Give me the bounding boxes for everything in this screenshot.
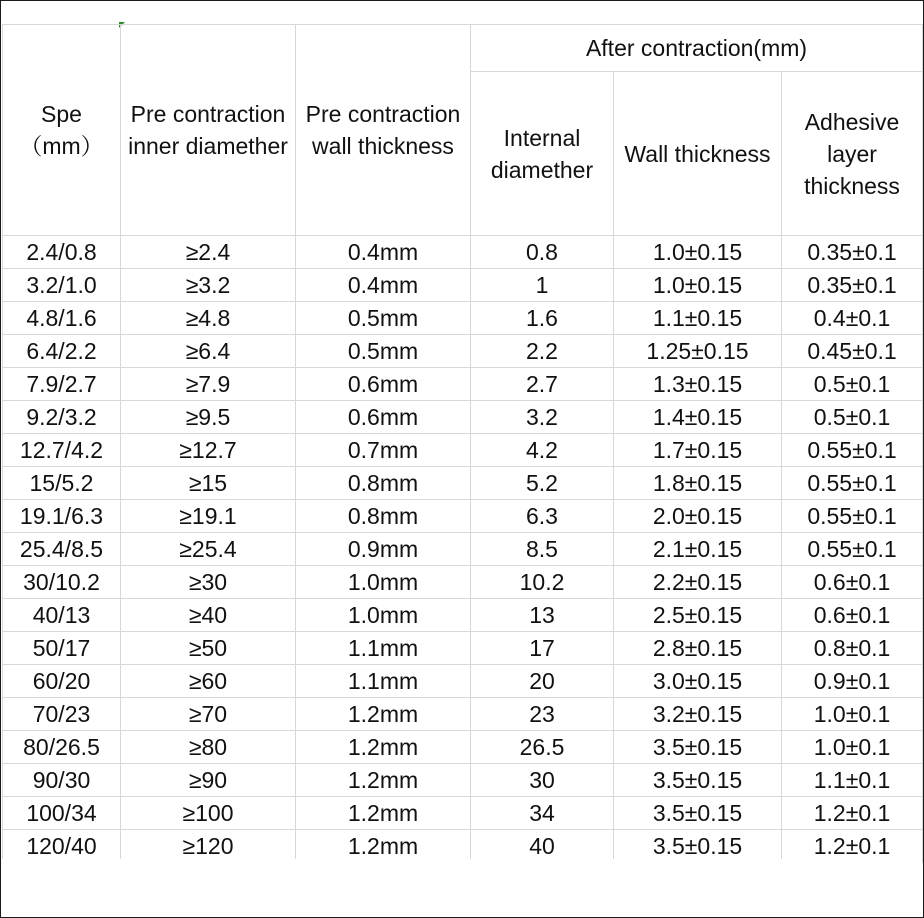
table-body — [3, 236, 923, 863]
table-row — [3, 830, 923, 863]
cell-internal: 17 — [471, 632, 614, 665]
header-spe-unit: （mm） — [19, 133, 104, 159]
cell-pre-wall: 0.6mm — [296, 401, 471, 434]
cell-adhesive: 1.0±0.1 — [782, 698, 923, 731]
cell-pre-wall: 1.1mm — [296, 632, 471, 665]
cell-pre-wall: 1.2mm — [296, 764, 471, 797]
cell-internal: 8.5 — [471, 533, 614, 566]
spec-table — [2, 24, 923, 863]
cell-internal: 20 — [471, 665, 614, 698]
cell-pre-inner: ≥40 — [121, 599, 296, 632]
cell-adhesive: 0.9±0.1 — [782, 665, 923, 698]
table-row — [3, 467, 923, 500]
cell-wall: 3.5±0.15 — [614, 731, 782, 764]
cell-pre-inner: ≥25.4 — [121, 533, 296, 566]
cell-pre-wall: 0.6mm — [296, 368, 471, 401]
cell-internal: 10.2 — [471, 566, 614, 599]
cell-pre-wall: 1.2mm — [296, 731, 471, 764]
cell-wall: 2.0±0.15 — [614, 500, 782, 533]
cell-internal: 23 — [471, 698, 614, 731]
cell-pre-inner: ≥70 — [121, 698, 296, 731]
table-row — [3, 236, 923, 269]
cell-pre-wall: 0.8mm — [296, 500, 471, 533]
cell-pre-inner: ≥120 — [121, 830, 296, 863]
cell-spe: 3.2/1.0 — [3, 269, 121, 302]
cell-internal: 40 — [471, 830, 614, 863]
cell-adhesive: 0.55±0.1 — [782, 434, 923, 467]
cell-spe: 70/23 — [3, 698, 121, 731]
cell-wall: 3.0±0.15 — [614, 665, 782, 698]
cell-internal: 2.2 — [471, 335, 614, 368]
cell-pre-inner: ≥6.4 — [121, 335, 296, 368]
header-after-group: After contraction(mm) — [471, 25, 923, 72]
table-row — [3, 566, 923, 599]
cell-spe: 60/20 — [3, 665, 121, 698]
table-row — [3, 500, 923, 533]
header-internal: Internal diamether — [471, 72, 614, 236]
cell-adhesive: 0.4±0.1 — [782, 302, 923, 335]
cell-internal: 34 — [471, 797, 614, 830]
cell-pre-wall: 0.4mm — [296, 236, 471, 269]
table-row — [3, 764, 923, 797]
cell-internal: 13 — [471, 599, 614, 632]
cell-pre-wall: 0.4mm — [296, 269, 471, 302]
cell-wall: 3.5±0.15 — [614, 830, 782, 863]
cell-adhesive: 0.5±0.1 — [782, 401, 923, 434]
cell-spe: 15/5.2 — [3, 467, 121, 500]
cell-spe: 12.7/4.2 — [3, 434, 121, 467]
table-row — [3, 368, 923, 401]
table-row — [3, 269, 923, 302]
cell-pre-wall: 1.2mm — [296, 830, 471, 863]
table-row — [3, 665, 923, 698]
cell-pre-inner: ≥100 — [121, 797, 296, 830]
cell-adhesive: 1.2±0.1 — [782, 830, 923, 863]
header-adhesive: Adhesive layer thickness — [782, 72, 923, 236]
cell-wall: 1.1±0.15 — [614, 302, 782, 335]
cell-internal: 1 — [471, 269, 614, 302]
cell-wall: 3.5±0.15 — [614, 764, 782, 797]
cell-wall: 2.8±0.15 — [614, 632, 782, 665]
header-pre-inner: Pre contraction inner diamether — [121, 25, 296, 236]
cell-wall: 1.3±0.15 — [614, 368, 782, 401]
cell-pre-wall: 1.0mm — [296, 599, 471, 632]
table-row — [3, 632, 923, 665]
cell-pre-inner: ≥30 — [121, 566, 296, 599]
cell-spe: 100/34 — [3, 797, 121, 830]
table-row — [3, 335, 923, 368]
cell-spe: 19.1/6.3 — [3, 500, 121, 533]
cell-pre-inner: ≥15 — [121, 467, 296, 500]
cell-wall: 1.0±0.15 — [614, 269, 782, 302]
table-row — [3, 698, 923, 731]
cell-spe: 6.4/2.2 — [3, 335, 121, 368]
cell-internal: 3.2 — [471, 401, 614, 434]
cell-pre-wall: 0.5mm — [296, 302, 471, 335]
cell-wall: 3.2±0.15 — [614, 698, 782, 731]
cell-spe: 4.8/1.6 — [3, 302, 121, 335]
cell-spe: 50/17 — [3, 632, 121, 665]
cell-adhesive: 0.6±0.1 — [782, 599, 923, 632]
cell-adhesive: 0.45±0.1 — [782, 335, 923, 368]
cell-pre-inner: ≥12.7 — [121, 434, 296, 467]
cell-pre-wall: 0.8mm — [296, 467, 471, 500]
cell-pre-inner: ≥9.5 — [121, 401, 296, 434]
cell-spe: 7.9/2.7 — [3, 368, 121, 401]
header-pre-wall: Pre contraction wall thickness — [296, 25, 471, 236]
cell-internal: 5.2 — [471, 467, 614, 500]
cell-wall: 1.0±0.15 — [614, 236, 782, 269]
cell-wall: 1.8±0.15 — [614, 467, 782, 500]
cell-wall: 1.25±0.15 — [614, 335, 782, 368]
cell-spe: 120/40 — [3, 830, 121, 863]
cell-internal: 2.7 — [471, 368, 614, 401]
cell-internal: 4.2 — [471, 434, 614, 467]
cell-adhesive: 1.2±0.1 — [782, 797, 923, 830]
cell-adhesive: 1.0±0.1 — [782, 731, 923, 764]
cell-adhesive: 0.55±0.1 — [782, 467, 923, 500]
cell-pre-wall: 1.2mm — [296, 698, 471, 731]
cell-pre-wall: 0.9mm — [296, 533, 471, 566]
header-spe-label: Spe — [41, 101, 82, 127]
cell-spe: 9.2/3.2 — [3, 401, 121, 434]
cell-pre-inner: ≥60 — [121, 665, 296, 698]
cell-adhesive: 0.8±0.1 — [782, 632, 923, 665]
cell-spe: 90/30 — [3, 764, 121, 797]
cell-adhesive: 0.35±0.1 — [782, 269, 923, 302]
cell-internal: 26.5 — [471, 731, 614, 764]
header-row-group — [3, 25, 923, 72]
cell-pre-inner: ≥50 — [121, 632, 296, 665]
cell-internal: 0.8 — [471, 236, 614, 269]
table-row — [3, 731, 923, 764]
table-row — [3, 599, 923, 632]
cell-wall: 2.5±0.15 — [614, 599, 782, 632]
top-band — [2, 2, 923, 24]
cell-spe: 40/13 — [3, 599, 121, 632]
cell-pre-inner: ≥7.9 — [121, 368, 296, 401]
cell-adhesive: 0.35±0.1 — [782, 236, 923, 269]
cell-spe: 30/10.2 — [3, 566, 121, 599]
cell-spe: 25.4/8.5 — [3, 533, 121, 566]
cell-spe: 2.4/0.8 — [3, 236, 121, 269]
cell-adhesive: 0.6±0.1 — [782, 566, 923, 599]
table-row — [3, 401, 923, 434]
table-row — [3, 797, 923, 830]
cell-wall: 2.2±0.15 — [614, 566, 782, 599]
header-wall: Wall thickness — [614, 72, 782, 236]
cell-adhesive: 0.5±0.1 — [782, 368, 923, 401]
empty-area — [2, 859, 922, 916]
cell-pre-inner: ≥90 — [121, 764, 296, 797]
cell-wall: 1.4±0.15 — [614, 401, 782, 434]
table-row — [3, 533, 923, 566]
table-row — [3, 434, 923, 467]
cell-internal: 6.3 — [471, 500, 614, 533]
cell-adhesive: 0.55±0.1 — [782, 500, 923, 533]
cell-pre-inner: ≥19.1 — [121, 500, 296, 533]
cell-pre-inner: ≥4.8 — [121, 302, 296, 335]
cell-internal: 1.6 — [471, 302, 614, 335]
cell-pre-wall: 1.1mm — [296, 665, 471, 698]
header-spe — [3, 25, 121, 236]
cell-spe: 80/26.5 — [3, 731, 121, 764]
cell-wall: 2.1±0.15 — [614, 533, 782, 566]
cell-pre-inner: ≥2.4 — [121, 236, 296, 269]
cell-pre-wall: 1.0mm — [296, 566, 471, 599]
cell-pre-wall: 0.7mm — [296, 434, 471, 467]
cell-adhesive: 1.1±0.1 — [782, 764, 923, 797]
cell-pre-wall: 1.2mm — [296, 797, 471, 830]
cell-pre-inner: ≥80 — [121, 731, 296, 764]
cell-wall: 3.5±0.15 — [614, 797, 782, 830]
cell-wall: 1.7±0.15 — [614, 434, 782, 467]
cell-pre-inner: ≥3.2 — [121, 269, 296, 302]
cell-pre-wall: 0.5mm — [296, 335, 471, 368]
cell-adhesive: 0.55±0.1 — [782, 533, 923, 566]
cell-internal: 30 — [471, 764, 614, 797]
table-row — [3, 302, 923, 335]
